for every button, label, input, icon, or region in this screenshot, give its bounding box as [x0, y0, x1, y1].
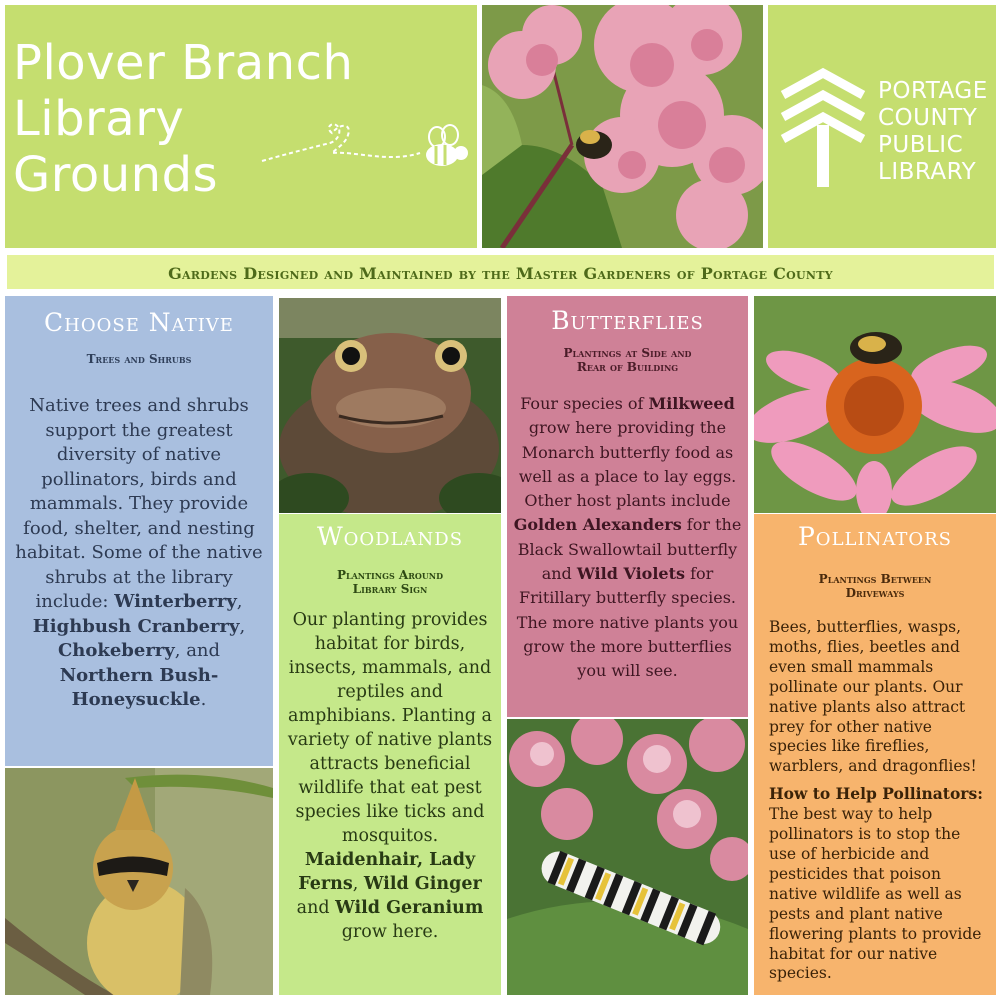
woodlands-panel: [279, 514, 501, 995]
pollinators-intro: Bees, butterflies, wasps, moths, flies, beetles and even small mammals pollinate our plants. Our native plants also attract prey for other native species like fireflies, warblers, and dragonflies!: [769, 618, 977, 776]
pollinators-body: [769, 618, 990, 984]
plant-name: Maidenhair, Lady Ferns: [298, 850, 476, 894]
section-subtitle: Plantings at Side and Rear of Building: [563, 346, 692, 374]
woodlands-body: Our planting provides habitat for birds, insects, mammals, and reptiles and amphibians. Planting a variety of native plants attracts beneficial wildlife that eat pest species like ticks and mosquitos. Maidenhair, Lady Ferns, Wild Ginger and Wild Geranium grow here.: [287, 610, 493, 942]
title-line: Grounds: [13, 147, 219, 203]
plant-name: Highbush Cranberry: [32, 615, 240, 637]
logo-line: COUNTY: [878, 105, 978, 131]
bee-trail-icon: [260, 113, 475, 193]
choose-native-panel: [5, 296, 273, 766]
pollinators-panel: [754, 514, 996, 995]
toad-photo: [279, 298, 501, 513]
help-text: The best way to help pollinators is to stop the use of herbicide and pesticides that poison native wildlife as well as pests and plant native flowering plants to provide habitat for our native species.: [769, 805, 982, 983]
library-logo-panel: [768, 5, 996, 248]
butterflies-body: Four species of Milkweed grow here providing the Monarch butterfly food as well as a place to lay eggs. Other host plants include Golden Alexanders for the Black Swallowtail butterfly and Wild Violets for Fritillary butterfly species. The more native plants you grow the more butterflies you will see.: [513, 394, 742, 681]
logo-line: PUBLIC: [878, 132, 964, 158]
plant-name: Chokeberry: [57, 640, 175, 661]
plant-name: Milkweed: [648, 394, 735, 413]
logo-line: LIBRARY: [878, 159, 977, 185]
section-title: Choose Native: [44, 308, 234, 337]
title-line: Library: [13, 91, 185, 147]
section-subtitle: Plantings Between Driveways: [818, 572, 932, 600]
plant-name: Wild Violets: [576, 564, 685, 584]
help-heading: How to Help Pollinators:: [769, 784, 983, 804]
section-subtitle: Plantings Around Library Sign: [336, 568, 444, 596]
plant-name: Northern Bush-Honeysuckle: [59, 664, 219, 710]
monarch-caterpillar-photo: [507, 719, 748, 995]
plant-name: Golden Alexanders: [513, 515, 682, 535]
section-title: Butterflies: [551, 306, 704, 335]
joe-pye-weed-photo: [482, 5, 763, 248]
butterflies-panel: [507, 296, 748, 717]
plant-name: Wild Geranium: [335, 898, 484, 918]
banner-text: Gardens Designed and Maintained by the Master Gardeners of Portage County: [168, 264, 833, 283]
logo-line: PORTAGE: [878, 78, 988, 104]
cedar-waxwing-photo: [5, 768, 273, 995]
plant-name: Wild Ginger: [363, 874, 482, 894]
section-title: Woodlands: [316, 522, 464, 551]
native-intro: Native trees and shrubs support the greatest diversity of native pollinators, birds and mammals. They provide food, shelter, and nesting habitat. Some of the native shrubs at the library include:: [15, 395, 263, 612]
banner: [5, 253, 996, 291]
title-panel: [5, 5, 477, 248]
native-body: Native trees and shrubs support the greatest diversity of native pollinators, birds and mammals. They provide food, shelter, and nesting habitat. Some of the native shrubs at the library include: Winterberry, Highbush Cranberry, Chokeberry, and Northern Bush-Honeysuckle.: [15, 395, 263, 710]
library-name: [878, 78, 988, 186]
coneflower-photo: [754, 296, 996, 513]
woodlands-intro: Our planting provides habitat for birds, insects, mammals, and reptiles and amphibians. Planting a variety of native plants attracts beneficial wildlife that eat pest species like ticks and mosquitos.: [287, 610, 493, 846]
plant-name: Winterberry: [114, 591, 237, 612]
section-subtitle: Trees and Shrubs: [86, 352, 192, 366]
section-title: Pollinators: [797, 522, 952, 551]
title-line: Plover Branch: [13, 35, 354, 91]
library-tree-logo-icon: [778, 65, 868, 190]
